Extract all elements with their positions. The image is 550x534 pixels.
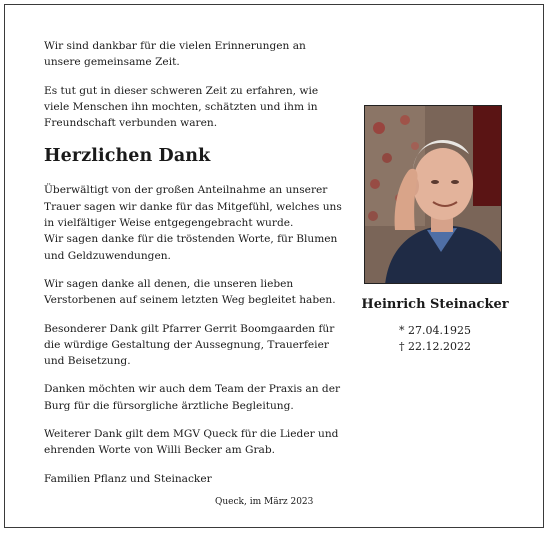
- birth-date: * 27.04.1925: [399, 324, 471, 337]
- last-way-paragraph: Wir sagen danke all denen, die unseren lieben Verstorbenen auf seinem letzten Weg begleitet haben.: [44, 277, 336, 307]
- thanks-heading: Herzlichen Dank: [44, 146, 211, 167]
- choir-paragraph: Weiterer Dank gilt dem MGV Queck für die Lieder und ehrenden Worte von Willi Becker am Grab.: [44, 428, 339, 457]
- flowers-paragraph: Wir sagen danke für die tröstenden Worte, für Blumen und Geldzuwendungen.: [44, 233, 338, 262]
- comfort-paragraph: Es tut gut in dieser schweren Zeit zu erfahren, wie viele Menschen ihn mochten, schätzten und ihm in Freundschaft verbunden waren.: [44, 84, 319, 130]
- portrait-illustration: [365, 106, 502, 284]
- place-date: Queck, im März 2023: [215, 497, 314, 507]
- life-dates: [345, 323, 525, 355]
- family-signature: Familien Pflanz und Steinacker: [44, 472, 212, 485]
- thank-you-text: [44, 38, 344, 487]
- sympathy-paragraph: Überwältigt von der großen Anteilnahme an unserer Trauer sagen wir danke für das Mitgefühl, welches uns in vielfältiger Weise entgegengebracht wurde.: [44, 184, 342, 230]
- intro-paragraph: Wir sind dankbar für die vielen Erinnerungen an unsere gemeinsame Zeit.: [44, 40, 306, 69]
- pastor-paragraph: Besonderer Dank gilt Pfarrer Gerrit Boomgaarden für die würdige Gestaltung der Aussegnung, Trauerfeier und Beisetzung.: [44, 322, 335, 368]
- deceased-name: Heinrich Steinacker: [361, 297, 509, 312]
- death-date: † 22.12.2022: [399, 340, 471, 353]
- practice-paragraph: Danken möchten wir auch dem Team der Praxis an der Burg für die fürsorgliche ärztliche Begleitung.: [44, 383, 341, 412]
- portrait-photo: [364, 105, 502, 284]
- obituary-card: [4, 4, 544, 528]
